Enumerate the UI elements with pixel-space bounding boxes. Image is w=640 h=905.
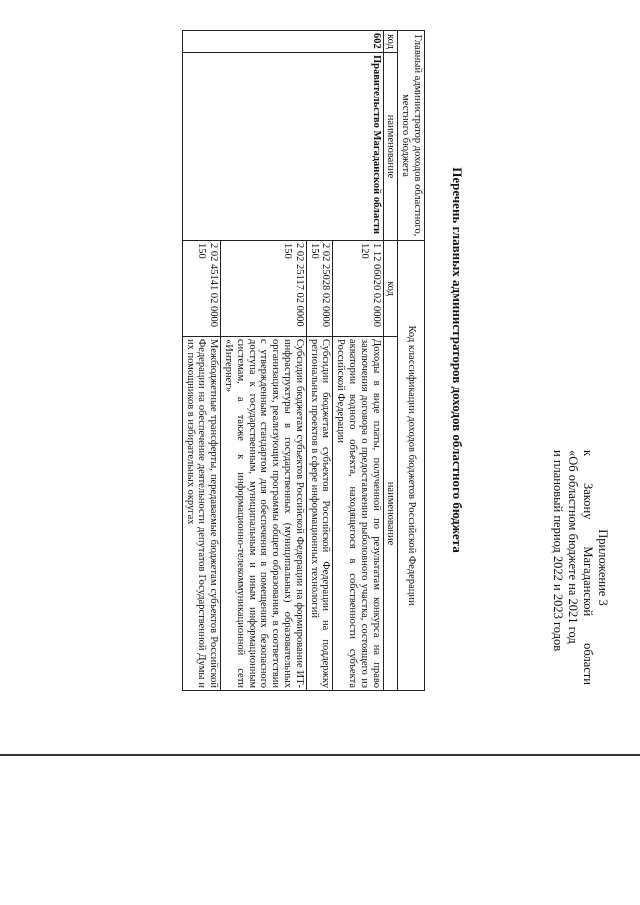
appendix-law-line	[580, 450, 595, 685]
income-code-cell: 2 02 25028 02 0000 150	[306, 241, 333, 337]
appendix-word-oblast: области	[581, 643, 595, 685]
header-admin-code: код	[383, 31, 398, 53]
income-code-cell: 1 12 06020 02 0000 120	[333, 241, 383, 337]
header-class-code: код	[383, 241, 398, 337]
income-name-cell: Субсидии бюджетам субъектов Российской Федерации на формирование ИТ-инфраструктуры в государственных (муниципальных) образовательных организациях, реализующих программы общего образования, в соответствии с утвержденным стандартом для обеспечения в помещениях безопасного доступа к государственным, муниципальным и иным информационным системам, а также к информационно-телекоммуникационной сети «Интернет»	[221, 337, 307, 691]
table-header-row-1	[398, 31, 425, 691]
admin-name-cell: Правительство Магаданской области	[182, 53, 383, 241]
appendix-header	[550, 450, 610, 685]
rotated-document-page	[80, 0, 640, 720]
appendix-word-law: Закону	[581, 483, 595, 520]
appendix-law-period: и плановый период 2022 и 2023 годов	[551, 450, 565, 652]
scan-bottom-rule	[0, 754, 640, 756]
header-admin-group: Главный администратор доходов областного, местного бюджета	[398, 31, 425, 241]
admin-code-cell: 602	[182, 31, 383, 53]
appendix-word-magadan: Магаданской	[581, 546, 595, 617]
income-name-cell: Доходы в виде платы, полученной по результатам конкурса на право заключения договора о предоставлении рыболовного участка, состоящего из акватории водного объекта, находящегося в собственности субъекта Российской Федерации	[333, 337, 383, 691]
appendix-law-title: «Об областном бюджете на 2021 год	[566, 450, 580, 644]
table-header-row-2	[383, 31, 398, 691]
income-code-cell: 2 02 45141 02 0000 150	[182, 241, 220, 337]
income-code-cell: 2 02 25117 02 0000 150	[221, 241, 307, 337]
administrators-table	[182, 30, 425, 691]
table-row	[333, 31, 383, 691]
appendix-word-k: к	[581, 450, 595, 457]
income-name-cell: Субсидии бюджетам субъектов Российской Федерации на поддержку региональных проектов в сфере информационных технологий	[306, 337, 333, 691]
header-class-name: наименование	[383, 337, 398, 691]
header-admin-name: наименование	[383, 53, 398, 241]
appendix-number: Приложение 3	[596, 529, 610, 606]
document-title: Перечень главных администраторов доходов областного бюджета	[450, 167, 465, 553]
income-name-cell: Межбюджетные трансферты, передаваемые бюджетам субъектов Российской Федерации на обеспечение деятельности депутатов Государственной Думы и их помощников в избирательных округах	[182, 337, 220, 691]
header-classification-group: Код классификации доходов бюджетов Российской Федерации	[398, 241, 425, 691]
